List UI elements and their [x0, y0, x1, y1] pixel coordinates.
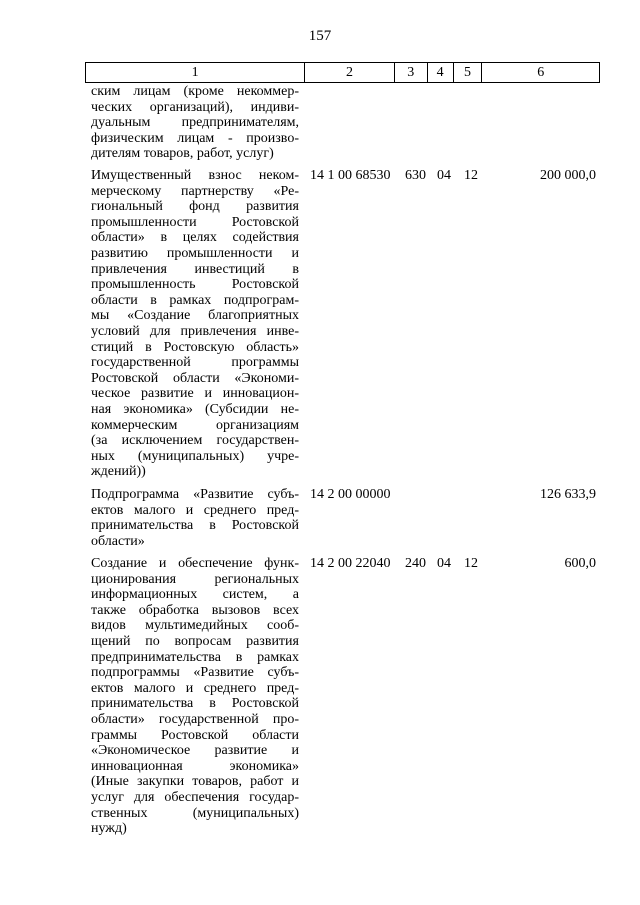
description-line: информационных систем, а: [91, 587, 299, 603]
row-description: [91, 84, 299, 162]
target-code: 14 1 00 68530: [310, 168, 391, 183]
description-line: ческое развитие и инновацион-: [91, 386, 299, 402]
description-line: (за исключением государствен-: [91, 433, 299, 449]
description-line: щений по вопросам развития: [91, 633, 299, 649]
description-line: (Иные закупки товаров, работ и: [91, 774, 299, 790]
description-line: условий для привлечения инве-: [91, 323, 299, 339]
row-description: [91, 487, 299, 549]
description-line: промышленность Ростовской: [91, 277, 299, 293]
subsection: 12: [464, 168, 478, 183]
header-col-1: 1: [86, 63, 305, 82]
row-description: [91, 168, 299, 480]
description-line: области» в целях содействия: [91, 230, 299, 246]
description-line: мы «Создание благоприятных: [91, 308, 299, 324]
description-line: дителям товаров, работ, услуг): [91, 146, 274, 162]
amount: 126 633,9: [540, 487, 596, 502]
target-code: 14 2 00 00000: [310, 487, 391, 502]
description-line: промышленности Ростовской: [91, 214, 299, 230]
description-line: дуальным предпринимателям,: [91, 115, 299, 131]
description-line: предпринимательства в рамках: [91, 649, 299, 665]
description-line: ционирования региональных: [91, 571, 299, 587]
header-col-4: 4: [428, 63, 454, 82]
description-line: видов мультимедийных сооб-: [91, 618, 299, 634]
description-line: ственных (муниципальных): [91, 805, 299, 821]
description-line: Подпрограмма «Развитие субъ-: [91, 487, 299, 502]
row-description: [91, 556, 299, 837]
description-line: ных (муниципальных) учре-: [91, 448, 299, 464]
amount: 200 000,0: [540, 168, 596, 183]
description-line: Имущественный взнос неком-: [91, 168, 299, 183]
description-line: «Экономическое развитие и: [91, 743, 299, 759]
amount: 600,0: [564, 556, 596, 571]
description-line: инновационная экономика»: [91, 758, 299, 774]
section: 04: [437, 168, 451, 183]
expense-type: 240: [405, 556, 426, 571]
description-line: ектов малого и среднего пред-: [91, 680, 299, 696]
header-col-3: 3: [395, 63, 428, 82]
description-line: принимательства в Ростовской: [91, 696, 299, 712]
description-line: ческих организаций), индиви-: [91, 99, 299, 115]
section: 04: [437, 556, 451, 571]
description-line: развитию промышленности и: [91, 245, 299, 261]
description-line: нужд): [91, 821, 127, 837]
description-line: области в рамках подпрограм-: [91, 292, 299, 308]
description-line: привлечения инвестиций в: [91, 261, 299, 277]
description-line: области»: [91, 533, 145, 549]
target-code: 14 2 00 22040: [310, 556, 391, 571]
page-number: 157: [308, 28, 332, 44]
description-line: граммы Ростовской области: [91, 727, 299, 743]
description-line: области» государственной про-: [91, 711, 299, 727]
description-line: подпрограммы «Развитие субъ-: [91, 665, 299, 681]
description-line: мерческому партнерству «Ре-: [91, 183, 299, 199]
header-col-6: 6: [537, 65, 545, 80]
description-line: принимательства в Ростовской: [91, 518, 299, 534]
description-line: стиций в Ростовскую область»: [91, 339, 299, 355]
header-col-2: 2: [305, 63, 395, 82]
expense-type: 630: [405, 168, 426, 183]
description-line: ждений)): [91, 464, 146, 480]
table-header: [85, 62, 600, 83]
description-line: Ростовской области «Экономи-: [91, 370, 299, 386]
description-line: гиональный фонд развития: [91, 199, 299, 215]
description-line: ектов малого и среднего пред-: [91, 502, 299, 518]
subsection: 12: [464, 556, 478, 571]
header-col-5: 5: [454, 63, 483, 82]
description-line: коммерческим организациям: [91, 417, 299, 433]
description-line: физическим лицам - произво-: [91, 130, 299, 146]
description-line: ским лицам (кроме некоммер-: [91, 84, 299, 99]
description-line: Создание и обеспечение функ-: [91, 556, 299, 571]
description-line: также обработка вызовов всех: [91, 602, 299, 618]
description-line: государственной программы: [91, 355, 299, 371]
description-line: услуг для обеспечения государ-: [91, 789, 299, 805]
description-line: ная экономика» (Субсидии не-: [91, 401, 299, 417]
